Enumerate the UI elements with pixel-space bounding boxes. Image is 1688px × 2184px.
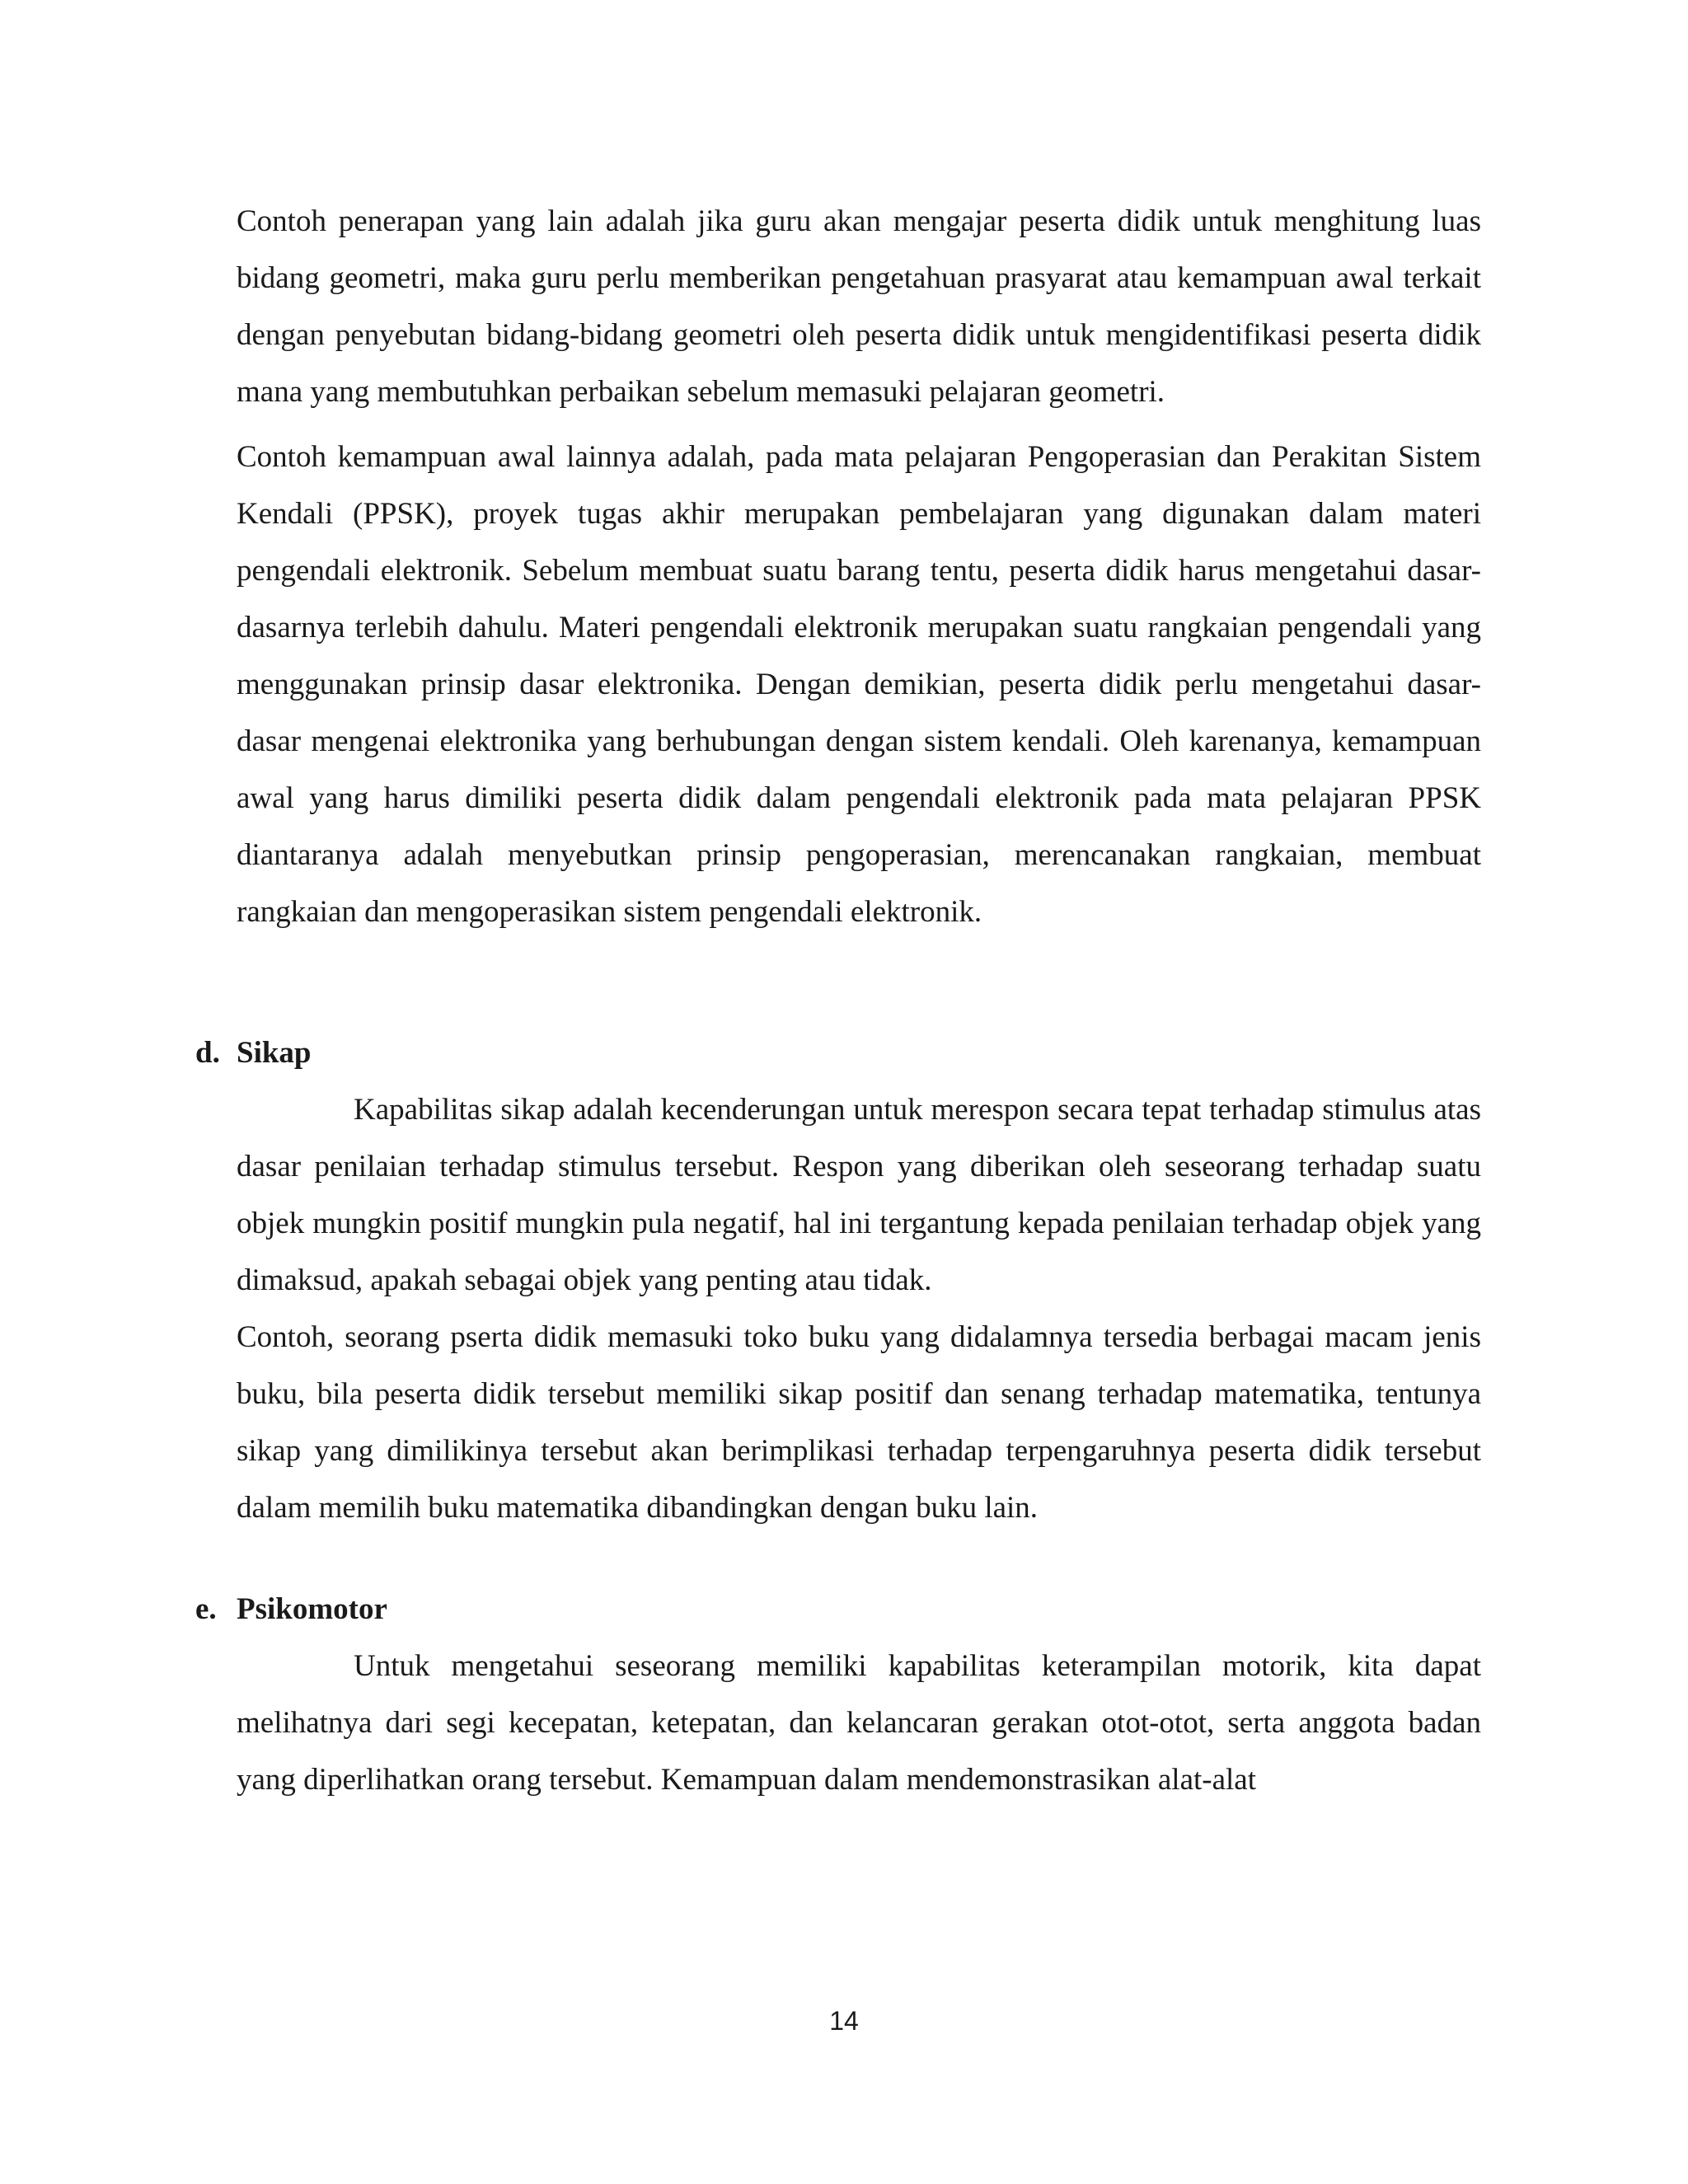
section-marker: d. (195, 1036, 220, 1070)
paragraph-geometry-example: Contoh penerapan yang lain adalah jika guru akan mengajar peserta didik untuk menghitung luas bidang geometri, maka guru perlu memberikan pengetahuan prasyarat atau kemampuan awal terkait dengan penyebutan bidang-bidang geometri oleh peserta didik untuk mengidentifikasi peserta didik mana yang membutuhkan perbaikan sebelum memasuki pelajaran geometri. (237, 204, 1481, 409)
paragraph-sikap-example: Contoh, seorang pserta didik memasuki toko buku yang didalamnya tersedia berbagai macam jenis buku, bila peserta didik tersebut memiliki sikap positif dan senang terhadap matematika, tentunya sikap yang dimilikinya tersebut akan berimplikasi terhadap terpengaruhnya peserta didik tersebut dalam memilih buku matematika dibandingkan dengan buku lain. (237, 1320, 1481, 1525)
section-title: Sikap (237, 1036, 312, 1070)
section-heading-sikap (195, 1024, 1481, 1081)
section-sikap (195, 1024, 1481, 1536)
paragraph-psikomotor-definition: Untuk mengetahui seseorang memiliki kapabilitas keterampilan motorik, kita dapat melihatnya dari segi kecepatan, ketepatan, dan kelancaran gerakan otot-otot, serta anggota badan yang diperlihatkan orang tersebut. Kemampuan dalam mendemonstrasikan alat-alat (237, 1649, 1481, 1797)
section-psikomotor (195, 1581, 1481, 1808)
section-marker: e. (195, 1592, 217, 1626)
paragraph-ppsk-example: Contoh kemampuan awal lainnya adalah, pada mata pelajaran Pengoperasian dan Perakitan Sistem Kendali (PPSK), proyek tugas akhir merupakan pembelajaran yang digunakan dalam materi pengendali elektronik. Sebelum membuat suatu barang tentu, peserta didik harus mengetahui dasar-dasarnya terlebih dahulu. Materi pengendali elektronik merupakan suatu rangkaian pengendali yang menggunakan prinsip dasar elektronika. Dengan demikian, peserta didik perlu mengetahui dasar-dasar mengenai elektronika yang berhubungan dengan sistem kendali. Oleh karenanya, kemampuan awal yang harus dimiliki peserta didik dalam pengendali elektronik pada mata pelajaran PPSK diantaranya adalah menyebutkan prinsip pengoperasian, merencanakan rangkaian, membuat rangkaian dan mengoperasikan sistem pengendali elektronik. (237, 440, 1481, 929)
page-number: 14 (829, 2006, 859, 2036)
section-heading-psikomotor (195, 1581, 1481, 1638)
section-title: Psikomotor (237, 1592, 387, 1626)
paragraph-sikap-definition: Kapabilitas sikap adalah kecenderungan untuk merespon secara tepat terhadap stimulus atas dasar penilaian terhadap stimulus tersebut. Respon yang diberikan oleh seseorang terhadap suatu objek mungkin positif mungkin pula negatif, hal ini tergantung kepada penilaian terhadap objek yang dimaksud, apakah sebagai objek yang penting atau tidak. (237, 1093, 1481, 1297)
page-body (195, 193, 1481, 1808)
